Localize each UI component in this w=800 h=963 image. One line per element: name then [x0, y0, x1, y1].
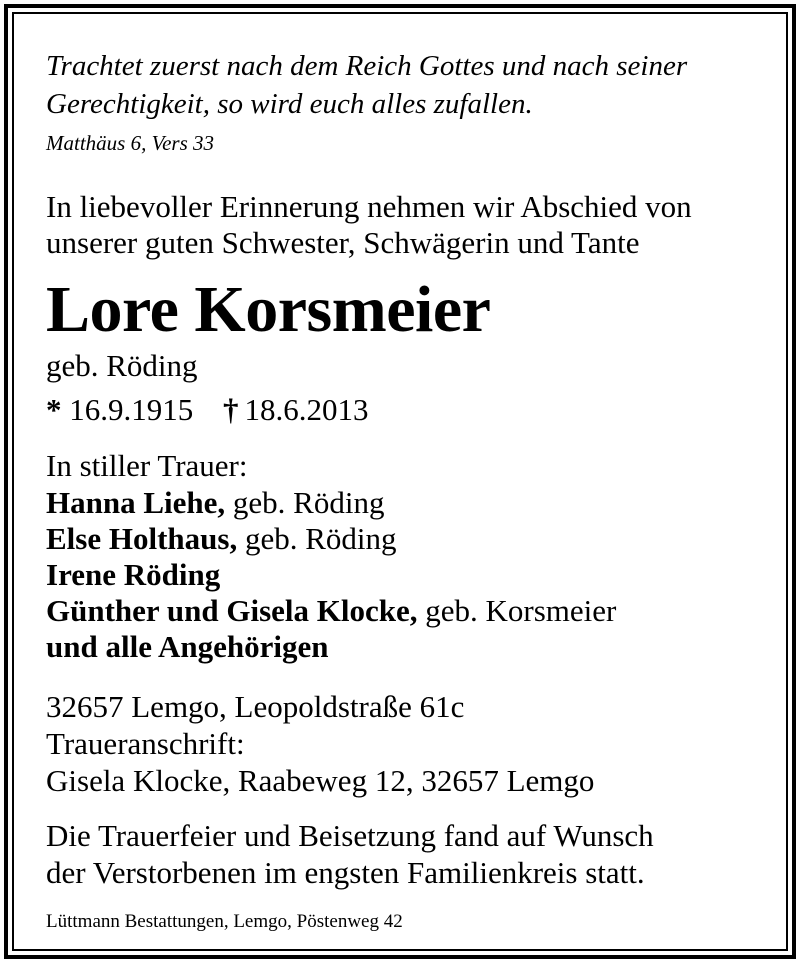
mourning-address: Gisela Klocke, Raabeweg 12, 32657 Lemgo [46, 763, 595, 798]
birth-date: 16.9.1915 [69, 392, 194, 427]
mourner-entry [46, 629, 329, 665]
birth-symbol: * [46, 392, 62, 427]
mourner-name: und alle Angehörigen [46, 629, 329, 664]
mourners-heading: In stiller Trauer: [46, 448, 248, 483]
maiden-name: geb. Röding [46, 348, 198, 383]
mourner-suffix: geb. Röding [225, 485, 385, 520]
death-date: 18.6.2013 [244, 392, 369, 427]
mourner-entry [46, 557, 220, 593]
mourning-address-label: Traueranschrift: [46, 726, 245, 761]
deceased-name: Lore Korsmeier [46, 273, 491, 346]
mourner-name: Else Holthaus, [46, 521, 238, 556]
notice-line-1: Die Trauerfeier und Beisetzung fand auf Wunsch [46, 818, 654, 853]
mourner-name: Günther und Gisela Klocke, [46, 593, 418, 628]
notice-line-2: der Verstorbenen im engsten Familienkreis statt. [46, 855, 645, 890]
residence-address: 32657 Lemgo, Leopoldstraße 61c [46, 689, 465, 724]
verse-line-1: Trachtet zuerst nach dem Reich Gottes und nach seiner [46, 50, 688, 82]
mourner-suffix: geb. Röding [237, 521, 397, 556]
intro-line-2: unserer guten Schwester, Schwägerin und Tante [46, 225, 640, 260]
mourner-name: Irene Röding [46, 557, 221, 592]
intro-line-1: In liebevoller Erinnerung nehmen wir Abschied von [46, 189, 692, 224]
cross-icon: † [223, 392, 239, 427]
mourner-entry [46, 521, 397, 557]
mourner-entry [46, 485, 384, 521]
verse-line-2: Gerechtigkeit, so wird euch alles zufallen. [46, 88, 533, 120]
funeral-home: Lüttmann Bestattungen, Lemgo, Pöstenweg 42 [46, 911, 403, 932]
mourner-suffix: geb. Korsmeier [417, 593, 617, 628]
mourner-name: Hanna Liehe, [46, 485, 226, 520]
verse-reference: Matthäus 6, Vers 33 [46, 131, 214, 155]
mourner-entry [46, 593, 616, 629]
life-dates [46, 392, 369, 428]
